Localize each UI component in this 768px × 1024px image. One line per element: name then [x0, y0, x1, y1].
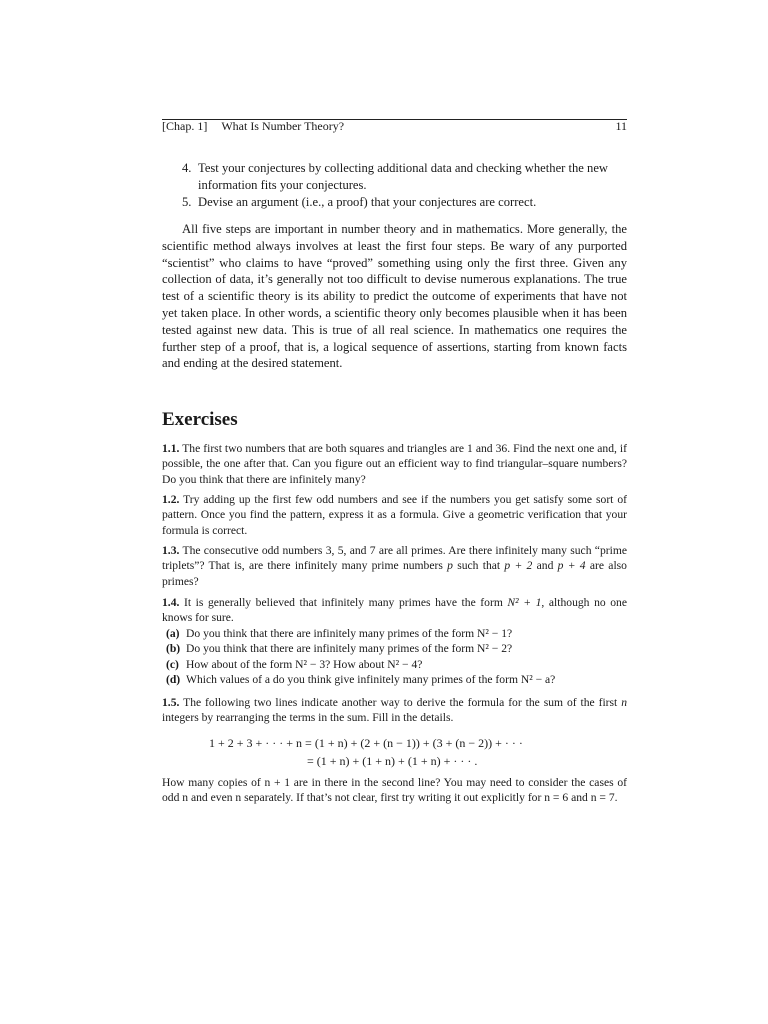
math-expr: N² + 1 — [507, 596, 542, 609]
exercise-1-2 — [162, 492, 627, 538]
step-text: Test your conjectures by collecting additional data and checking whether the new information fits your conjectures. — [198, 161, 609, 192]
exercise-part-a — [162, 626, 627, 641]
exercise-text: and — [532, 559, 558, 573]
step-item-5 — [162, 194, 627, 211]
exercise-1-5 — [162, 695, 627, 726]
exercise-text: The first two numbers that are both squares and triangles are 1 and 36. Find the next one and, if possible, the one after that. Can you figure out an efficient way to find triangular–square numbers? Do you think that there are infinitely many? — [162, 442, 627, 486]
step-text: Devise an argument (i.e., a proof) that your conjectures are correct. — [198, 194, 537, 209]
section-heading: Exercises — [162, 409, 238, 430]
exercise-part-d — [162, 672, 627, 687]
exercise-number: 1.4. — [162, 596, 180, 609]
exercise-part-c — [162, 657, 627, 672]
exercise-1-3 — [162, 543, 627, 589]
part-text: How about of the form N² − 3? How about N² − 4? — [186, 657, 423, 671]
chapter-label: [Chap. 1] — [162, 119, 208, 133]
part-text: Do you think that there are infinitely many primes of the form N² − 1? — [186, 626, 513, 640]
exercise-text: , although no one knows for sure. — [162, 596, 627, 625]
exercise-text: It is generally believed that infinitely many primes have the form — [183, 596, 508, 609]
step-number: 5. — [182, 194, 192, 209]
exercise-1-4 — [162, 595, 627, 687]
exercise-text: The following two lines indicate another way to derive the formula for the sum of the first — [183, 696, 622, 709]
equation-line-2: = (1 + n) + (1 + n) + (1 + n) + · · · . — [307, 754, 478, 768]
step-item-4 — [162, 160, 627, 194]
part-text: Which values of a do you think give infinitely many primes of the form N² − a? — [186, 673, 556, 687]
exercise-text: The consecutive odd numbers 3, 5, and 7 are all primes. Are there infinitely many such “prime triplets”? That is, are there infinitely many prime numbers — [162, 544, 627, 573]
step-number: 4. — [182, 161, 192, 175]
exercise-number: 1.3. — [162, 544, 180, 557]
exercise-number: 1.1. — [162, 442, 180, 455]
steps-list — [162, 160, 627, 210]
math-expr: p + 2 — [504, 559, 533, 573]
exercise-part-b — [162, 641, 627, 656]
body-paragraph: All five steps are important in number theory and in mathematics. More generally, the scientific method always involves at least the first four steps. Be wary of any purported “scientist” who claims to have “proved” something using only the first three. Given any collection of data, it’s generally not too difficult to devise numerous explanations. The true test of a scientific theory is its ability to predict the outcome of experiments that have not yet taken place. In other words, a scientific theory only becomes plausible when it has been tested against new data. This is true of all real science. In mathematics one requires the further step of a proof, that is, a logical sequence of assertions, starting from known facts and ending at the desired statement. — [162, 222, 627, 371]
exercise-text: Try adding up the first few odd numbers and see if the numbers you get satisfy some sort of pattern. Once you find the pattern, express it as a formula. Give a geometric verification that your formula is correct. — [162, 493, 627, 537]
part-tag: (d) — [166, 673, 181, 687]
exercise-text: such that — [452, 559, 505, 573]
math-expr: p + 4 — [557, 559, 586, 573]
exercise-text: integers by rearranging the terms in the sum. Fill in the details. — [162, 711, 454, 725]
exercise-1-5-followup: How many copies of n + 1 are in there in the second line? You may need to consider the cases of odd n and even n separately. If that’s not clear, first try writing it out explicitly for n = 6 and n = 7. — [162, 776, 627, 805]
exercise-number: 1.5. — [162, 696, 180, 709]
chapter-title: What Is Number Theory? — [221, 119, 345, 133]
part-tag: (b) — [166, 642, 181, 656]
math-var: p — [447, 559, 453, 573]
exercise-1-1 — [162, 441, 627, 487]
running-head — [162, 118, 627, 133]
equation-line-1: 1 + 2 + 3 + · · · + n = (1 + n) + (2 + (n − 1)) + (3 + (n − 2)) + · · · — [209, 736, 523, 750]
exercise-number: 1.2. — [162, 493, 180, 506]
part-tag: (a) — [166, 626, 180, 640]
part-text: Do you think that there are infinitely many primes of the form N² − 2? — [186, 642, 513, 656]
exercise-text: are also primes? — [162, 559, 627, 588]
page-number: 11 — [615, 119, 627, 133]
part-tag: (c) — [166, 657, 179, 671]
math-var: n — [621, 696, 627, 709]
